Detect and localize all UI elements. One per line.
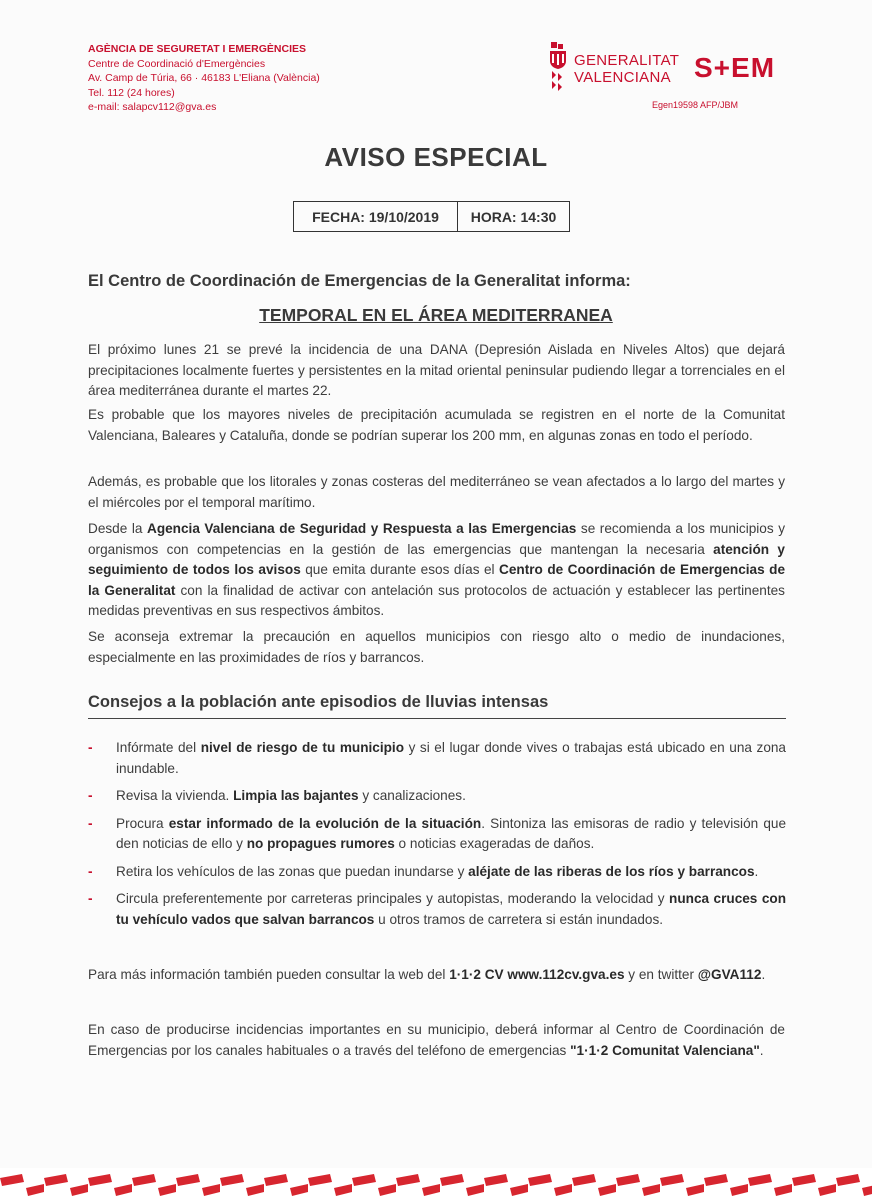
bullet-dash: - <box>88 740 93 755</box>
bullet-dash: - <box>88 788 93 803</box>
sem-logo: S+EM <box>694 52 776 83</box>
agency-address: Av. Camp de Túria, 66 · 46183 L'Eliana (València) <box>88 72 320 84</box>
document-reference: Egen19598 AFP/JBM <box>652 100 739 110</box>
p4-text-c: se recomienda a los municipios y organismos con competencias en la gestión de las emergencias que mantengan la necesaria <box>88 521 786 557</box>
generalitat-logo <box>548 42 678 94</box>
paragraph-5: Se aconseja extremar la precaución en aquellos municipios con riesgo alto o medio de inundaciones, especialmente en las proximidades de ríos y barrancos. <box>88 629 785 665</box>
generalitat-line2: VALENCIANA <box>574 69 671 86</box>
generalitat-wordmark <box>574 52 679 86</box>
list-item: - Retira los vehículos de las zonas que puedan inundarse y aléjate de las riberas de los ríos y barrancos. <box>88 862 786 883</box>
date-time-box <box>293 201 570 232</box>
paragraph-2: Es probable que los mayores niveles de precipitación acumulada se registren en el norte de la Comunitat Valenciana, Baleares y Cataluña, donde se podrían superar los 200 mm, en algunas zonas en todo el período. <box>88 407 785 443</box>
paragraph-1: El próximo lunes 21 se prevé la incidencia de una DANA (Depresión Aislada en Niveles Altos) que dejará precipitaciones localmente fuertes y persistentes en la mitad oriental peninsular pudiendo llegar a torrenciales en el área mediterránea durante el martes 22. <box>88 342 785 398</box>
date-label: FECHA: 19/10/2019 <box>294 202 458 231</box>
paragraph-3: Además, es probable que los litorales y zonas costeras del mediterráneo se vean afectados a lo largo del martes y el miércoles por el temporal marítimo. <box>88 474 785 510</box>
twitter-handle[interactable]: @GVA112 <box>697 967 762 982</box>
p4-attention: atención y seguimiento de todos los avisos <box>88 541 785 577</box>
intro-heading: El Centro de Coordinación de Emergencias de la Generalitat informa: <box>88 272 631 290</box>
web-link[interactable]: 1·1·2 CV www.112cv.gva.es <box>449 967 625 982</box>
list-item: - Procura estar informado de la evolución de la situación. Sintoniza las emisoras de radio y televisión que den noticias de ello y no propagues rumores o noticias exageradas de daños. <box>88 815 787 851</box>
agency-email: e-mail: salapcv112@gva.es <box>88 101 217 113</box>
agency-name: AGÈNCIA DE SEGURETAT I EMERGÈNCIES <box>88 43 306 55</box>
paragraph-4 <box>88 519 785 622</box>
generalitat-emblem-icon <box>548 42 568 92</box>
list-item: - Circula preferentemente por carreteras principales y autopistas, moderando la velocidad y nunca cruces con tu vehículo vados que salvan barrancos u otros tramos de carretera si están inundados. <box>88 891 786 927</box>
emergency-number: "1·1·2 Comunitat Valenciana" <box>570 1042 760 1058</box>
alert-subtitle: TEMPORAL EN EL ÁREA MEDITERRANEA <box>259 305 613 325</box>
document-title: AVISO ESPECIAL <box>324 142 548 172</box>
agency-header <box>88 42 320 115</box>
agency-center: Centre de Coordinació d'Emergències <box>88 57 266 70</box>
p4-text-e: que emita durante esos días el <box>300 562 500 577</box>
list-item: - Infórmate del nivel de riesgo de tu municipio y si el lugar donde vives o trabajas está ubicado en una zona inundable. <box>88 740 786 776</box>
agency-phone: Tel. 112 (24 hores) <box>88 86 175 99</box>
p4-text-a: Desde la <box>88 521 147 536</box>
bullet-dash: - <box>88 891 93 906</box>
generalitat-line1: GENERALITAT <box>574 52 680 69</box>
bullet-dash: - <box>88 863 93 879</box>
advice-list <box>88 738 786 937</box>
p4-center-name: Centro de Coordinación de Emergencias de la Generalitat <box>88 562 786 598</box>
footer-info: Para más información también pueden consultar la web del 1·1·2 CV www.112cv.gva.es y en twitter @GVA112. <box>88 967 766 982</box>
hazard-stripe-border <box>0 1168 872 1200</box>
bullet-dash: - <box>88 815 93 831</box>
advice-heading: Consejos a la población ante episodios de lluvias intensas <box>88 693 786 719</box>
list-item: - Revisa la vivienda. Limpia las bajantes y canalizaciones. <box>88 786 786 807</box>
time-label: HORA: 14:30 <box>470 208 557 225</box>
footer-incidents: En caso de producirse incidencias importantes en su municipio, deberá informar al Centro de Coordinación de Emergencias por los canales habituales o a través del teléfono de emergencias "1·1·2 Comunitat Valenciana". <box>88 1022 785 1058</box>
p4-text-g: con la finalidad de activar con antelación sus protocolos de actuación y establecer las pertinentes medidas preventivas en sus respectivos ámbitos. <box>88 582 785 618</box>
p4-agency-name: Agencia Valenciana de Seguridad y Respuesta a las Emergencias <box>147 521 577 536</box>
